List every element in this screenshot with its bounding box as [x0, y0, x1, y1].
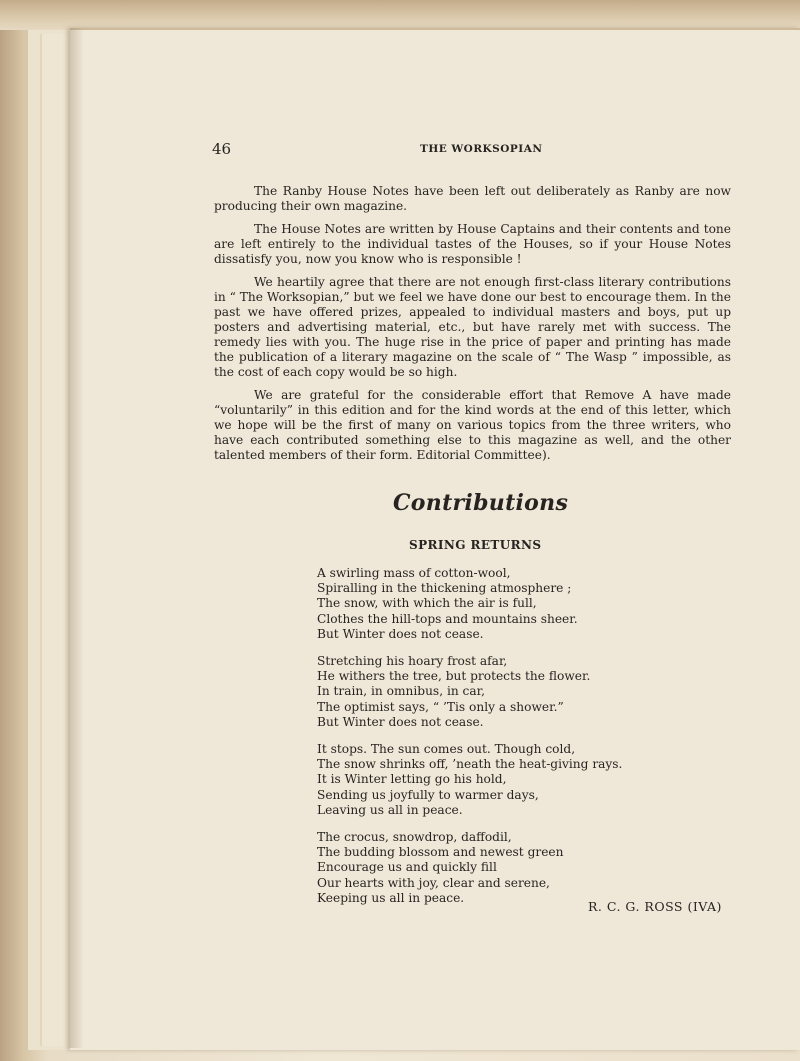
paragraph-house-notes: [214, 222, 731, 267]
stanza: [317, 830, 637, 906]
text-line: are left entirely to the individual tastes of the Houses, so if your House Notes dissatisfy: [214, 237, 731, 266]
book-top-edge: [0, 0, 800, 30]
running-head: [212, 140, 732, 160]
text-line: would be so high.: [348, 365, 458, 379]
stanza: [317, 566, 637, 642]
stanza: [317, 742, 637, 818]
stanza: [317, 654, 637, 730]
poem-line: Spiralling in the thickening atmosphere ;: [317, 581, 572, 596]
poem-line: The snow shrinks off, ’neath the heat-giving rays.: [317, 757, 623, 772]
poem-line: He withers the tree, but protects the flower.: [317, 669, 591, 684]
poem-line: It is Winter letting go his hold,: [317, 772, 507, 787]
poem-line: Sending us joyfully to warmer days,: [317, 787, 539, 802]
paragraph-ranby: [214, 184, 731, 214]
text-line: hope will be the first of many on various topics from the three writers, who have each: [214, 418, 731, 447]
poem-line: Leaving us all in peace.: [317, 802, 463, 817]
poem-author: R. C. G. ROSS (IVA): [588, 899, 722, 914]
poem-line: But Winter does not cease.: [317, 626, 484, 641]
text-line: We heartily agree that there are not enough first-class literary contributions: [254, 275, 731, 289]
text-line: you, now you know who is responsible !: [275, 252, 522, 266]
poem-line: The crocus, snowdrop, daffodil,: [317, 830, 512, 845]
text-line: of a literary magazine on the scale of “ The Wasp ” impossible, as the cost of each copy: [214, 350, 732, 379]
poem-title: SPRING RETURNS: [409, 538, 542, 552]
poem-line: In train, in omnibus, in car,: [317, 684, 486, 699]
text-line: “voluntarily” in this edition and for the kind words at the end of this letter, which we: [214, 403, 731, 432]
paragraph-literary-contributions: [214, 275, 731, 380]
poem-line: Stretching his hoary frost afar,: [317, 654, 508, 669]
text-line: contributed something else to this magazine as well, and the other talented members: [214, 433, 731, 462]
text-line: The Ranby House Notes have been left out deliberately as Ranby are now: [254, 184, 731, 198]
text-line: past we have offered prizes, appealed to individual masters and boys, put up posters: [214, 305, 731, 334]
text-line: in “ The Worksopian,” but we feel we have done our best to encourage them. In the: [214, 290, 731, 304]
text-line: of their form. Editorial Committee).: [330, 448, 551, 462]
text-line: and advertising material, etc., but have rarely met with success. The remedy lies: [214, 320, 731, 349]
paragraph-remove-a: [214, 388, 731, 463]
poem-line: But Winter does not cease.: [317, 714, 484, 729]
poem: [317, 566, 637, 918]
poem-line: Our hearts with joy, clear and serene,: [317, 875, 550, 890]
section-title: Contributions: [393, 490, 569, 516]
page-number: 46: [212, 140, 232, 158]
poem-line: It stops. The sun comes out. Though cold,: [317, 742, 576, 757]
magazine-title: THE WORKSOPIAN: [420, 143, 543, 155]
poem-line: Encourage us and quickly fill: [317, 860, 497, 875]
poem-line: Keeping us all in peace.: [317, 890, 465, 905]
binding-shadow: [70, 28, 84, 1048]
poem-line: The budding blossom and newest green: [317, 845, 564, 860]
poem-line: Clothes the hill-tops and mountains sheer.: [317, 611, 578, 626]
poem-line: The optimist says, “ ’Tis only a shower.”: [317, 699, 564, 714]
poem-line: A swirling mass of cotton-wool,: [317, 566, 511, 580]
text-line: We are grateful for the considerable effort that Remove A have made: [254, 388, 731, 402]
editorial-notes: [214, 184, 731, 471]
text-line: The House Notes are written by House Captains and their contents and tone: [254, 222, 731, 236]
text-line: producing their own magazine.: [214, 199, 408, 213]
text-line: with you. The huge rise in the price of paper and printing has made the publication: [214, 335, 731, 364]
poem-line: The snow, with which the air is full,: [317, 596, 537, 611]
